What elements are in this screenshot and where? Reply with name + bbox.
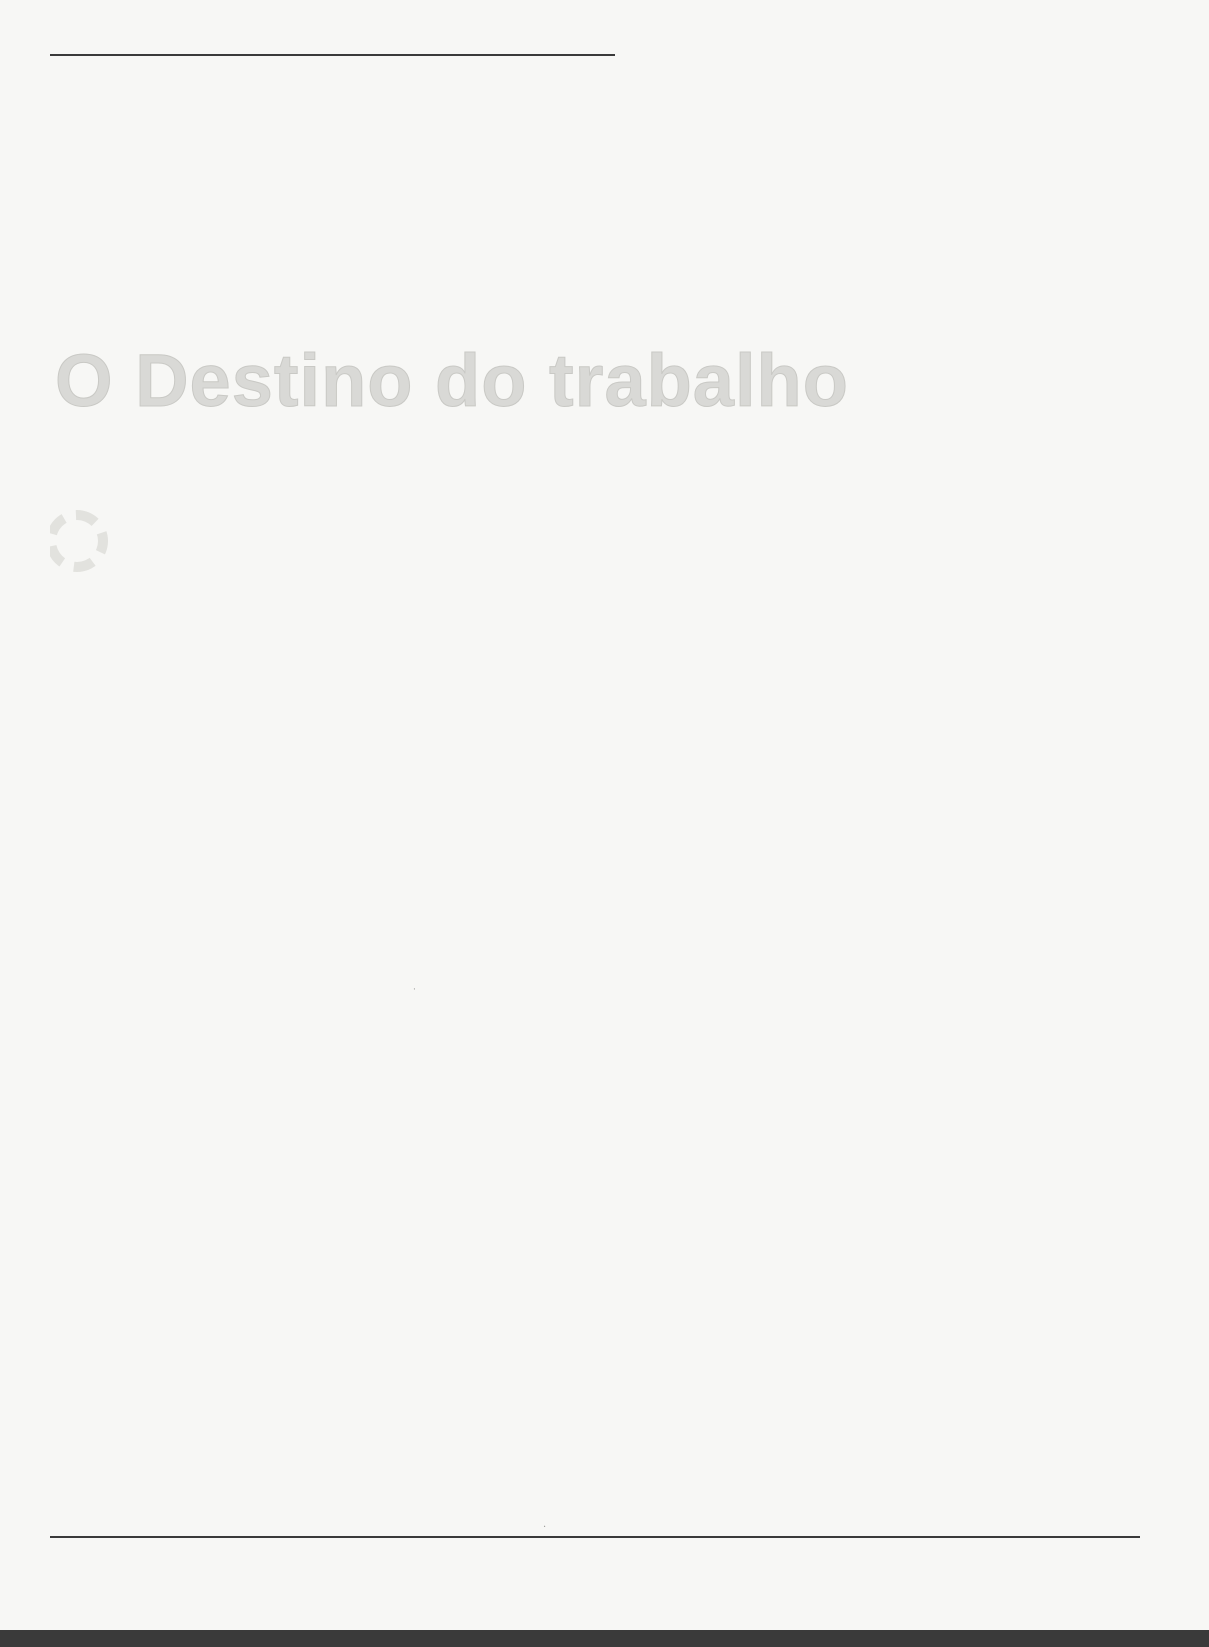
column-3 [798,510,1128,1510]
margin-mark: · [413,985,416,995]
bottom-rule [50,1536,1140,1538]
article-title: O Destino do trabalho [55,338,849,422]
scan-edge-band [0,1630,1209,1647]
text-columns [50,510,1138,1510]
column-1 [50,510,380,1510]
drop-cap-ornament [50,510,108,572]
top-rule [50,54,615,56]
column-2 [424,510,754,1510]
page-center-mark: · [543,1522,547,1533]
